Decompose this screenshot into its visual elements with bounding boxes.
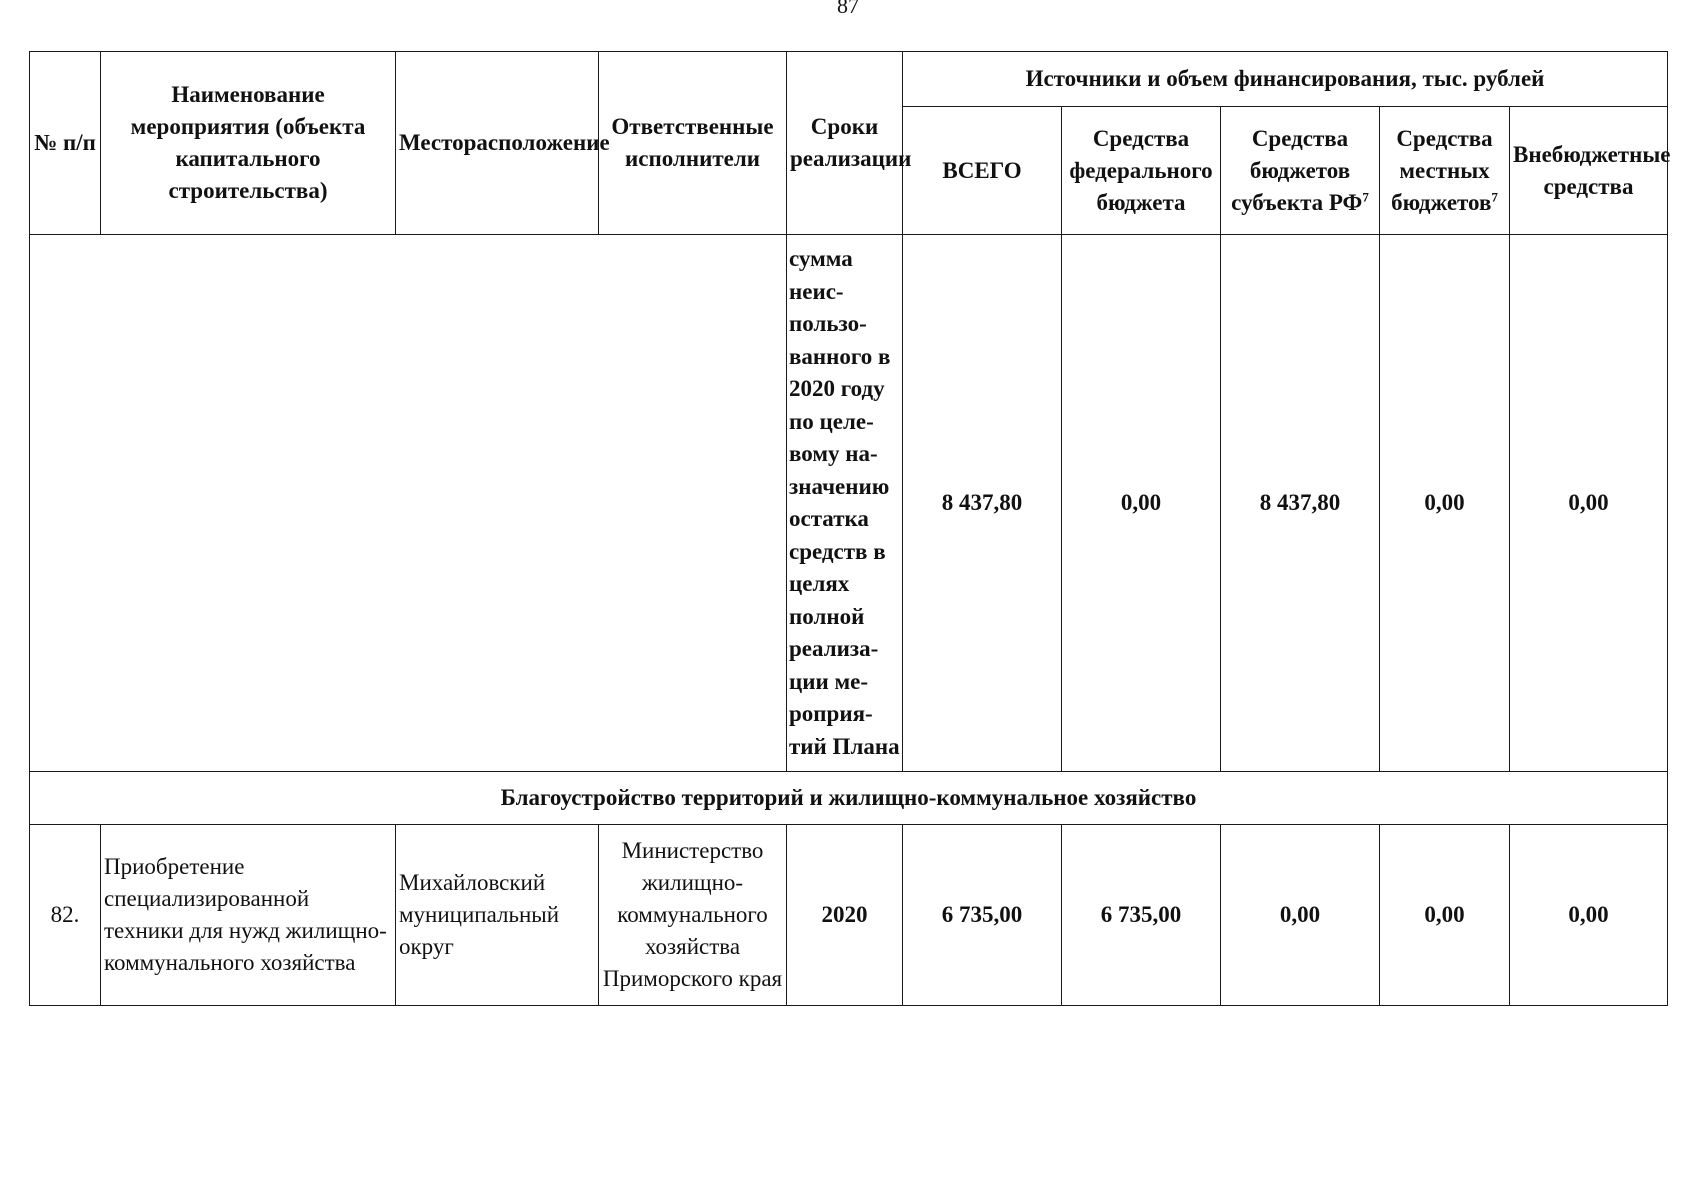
row-name: Приобретение специализированной техники для нужд жилищно-коммунального хозяйства [101,825,396,1006]
funding-table [29,51,1671,1006]
section-row [30,772,1668,825]
header-federal: Средства федерального бюджета [1062,107,1221,235]
row-total: 6 735,00 [903,825,1062,1006]
continuation-row [30,235,1668,772]
header-regional-footnote: 7 [1362,188,1369,204]
continuation-empty-cell [30,235,787,772]
header-row-top [30,52,1668,107]
header-local [1380,107,1510,235]
table-row [30,825,1668,1006]
continuation-offbudget: 0,00 [1510,235,1668,772]
row-period: 2020 [787,825,903,1006]
header-responsible: Ответственные исполнители [599,52,787,235]
header-name: Наименование мероприятия (объекта капитального строительства) [101,52,396,235]
continuation-total: 8 437,80 [903,235,1062,772]
header-period: Сроки реализации [787,52,903,235]
header-local-label: Средства местных бюджетов [1391,125,1493,215]
continuation-period: сумма неис- пользо- ванного в 2020 году по целе- вому на- значению остатка средств в целях полной реализа- ции ме- роприя- тий Плана [787,235,903,772]
page-number: 87 [837,0,859,18]
section-title: Благоустройство территорий и жилищно-коммунальное хозяйство [30,772,1668,825]
row-regional: 0,00 [1221,825,1380,1006]
row-num: 82. [30,825,101,1006]
row-local: 0,00 [1380,825,1510,1006]
row-location: Михайловский муниципальный округ [396,825,599,1006]
header-regional-label: Средства бюджетов субъекта РФ [1231,125,1363,215]
row-responsible: Министерство жилищно-коммунального хозяйства Приморского края [599,825,787,1006]
row-federal: 6 735,00 [1062,825,1221,1006]
header-offbudget: Внебюджетные средства [1510,107,1668,235]
continuation-local: 0,00 [1380,235,1510,772]
header-regional [1221,107,1380,235]
header-local-footnote: 7 [1491,188,1498,204]
header-location: Месторасположение [396,52,599,235]
header-funding-group: Источники и объем финансирования, тыс. рублей [903,52,1668,107]
continuation-federal: 0,00 [1062,235,1221,772]
row-offbudget: 0,00 [1510,825,1668,1006]
header-num: № п/п [30,52,101,235]
continuation-regional: 8 437,80 [1221,235,1380,772]
header-total: ВСЕГО [903,107,1062,235]
